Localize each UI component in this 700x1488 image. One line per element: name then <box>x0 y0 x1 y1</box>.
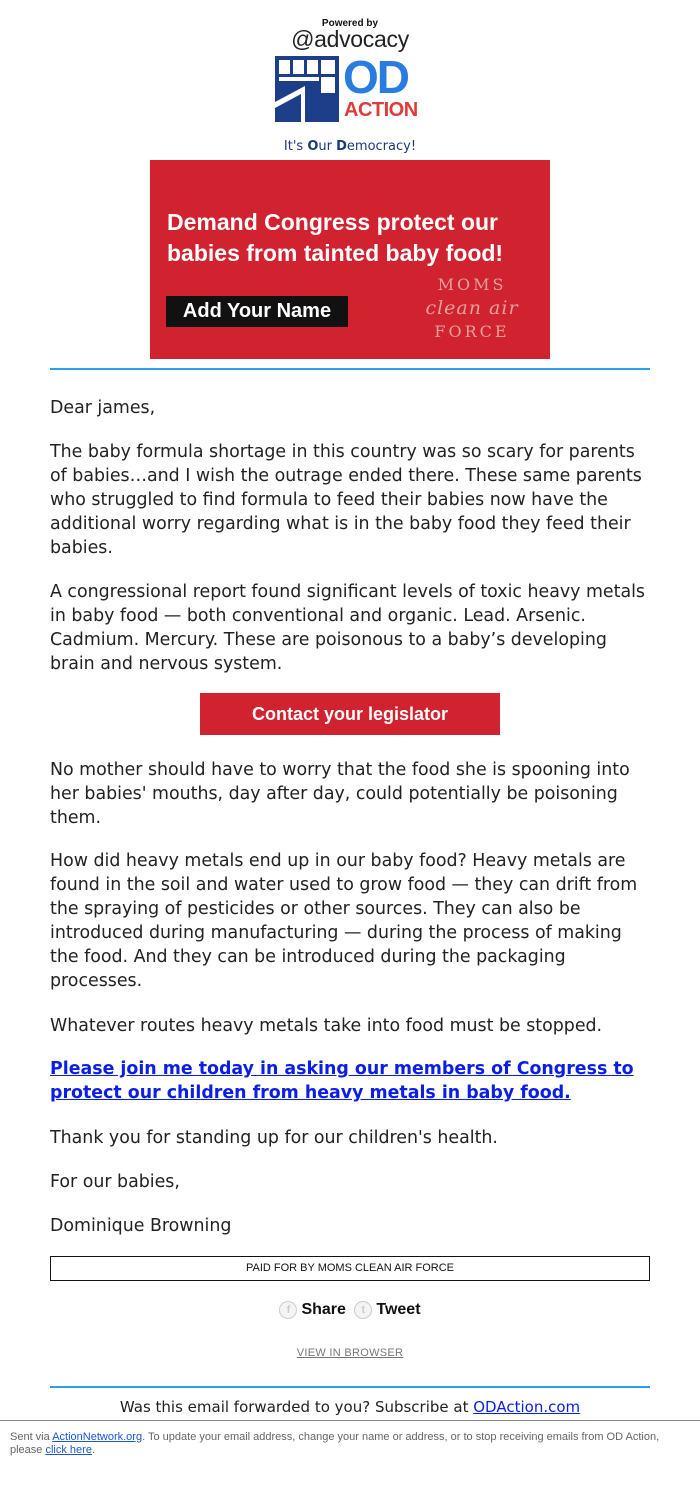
tagline-part: ur <box>318 139 337 154</box>
petition-link[interactable]: Please join me today in asking our members of Congress to protect our children from heavy metals in baby food. <box>50 1059 634 1103</box>
odaction-link[interactable]: ODAction.com <box>473 1398 581 1416</box>
forwarded-notice <box>0 1398 700 1416</box>
paid-for-disclaimer: PAID FOR BY MOMS CLEAN AIR FORCE <box>50 1256 650 1281</box>
logo-od-text: OD <box>343 51 408 103</box>
advocacy-logo-text: @advocacy <box>291 26 409 52</box>
powered-by-label: Powered by <box>321 18 379 29</box>
tagline-part: It's <box>283 139 308 154</box>
greeting: Dear james, <box>50 398 156 418</box>
email-footer <box>10 1431 690 1457</box>
paragraph-4: How did heavy metals end up in our baby food? Heavy metals are found in the soil and water used to grow food — they can drift from the spraying of pesticides or other sources. They can also be introduced during manufacturing — during the process of making the food. And they can be introduced during the packaging processes. <box>50 851 638 991</box>
banner-headline <box>167 207 542 269</box>
paragraph-5: Whatever routes heavy metals take into food must be stopped. <box>50 1016 603 1036</box>
petition-banner[interactable] <box>150 160 550 359</box>
brand-line: clean air <box>425 297 519 319</box>
footer-text: Sent via <box>10 1431 53 1443</box>
unsubscribe-link[interactable]: click here <box>45 1444 92 1456</box>
actionnetwork-link[interactable]: ActionNetwork.org <box>52 1431 143 1443</box>
fist-icon <box>275 56 339 122</box>
footer-text: . <box>91 1444 96 1456</box>
logo-action-text: ACTION <box>344 99 418 121</box>
tweet-label: Tweet <box>376 1301 421 1318</box>
view-in-browser-link[interactable]: VIEW IN BROWSER <box>296 1347 404 1359</box>
divider <box>50 1386 650 1388</box>
moms-clean-air-force-logo <box>422 274 522 344</box>
paragraph-3: No mother should have to worry that the food she is spooning into her babies' mouths, day after day, could potentially be poisoning them. <box>50 760 630 828</box>
footer-divider <box>0 1420 700 1421</box>
sign-off: For our babies, <box>50 1172 180 1192</box>
facebook-share-button[interactable] <box>279 1301 345 1319</box>
twitter-icon: t <box>354 1301 372 1319</box>
brand-line: MOMS <box>437 275 507 294</box>
add-your-name-button[interactable]: Add Your Name <box>166 296 348 327</box>
od-action-logo[interactable] <box>275 51 430 122</box>
email-header <box>0 0 700 160</box>
facebook-icon: f <box>279 1301 297 1319</box>
tagline-part: D <box>336 139 347 154</box>
footer-text: . To update your email address, change your name or address, or to stop receiving emails from OD Action, please <box>10 1431 660 1456</box>
paragraph-2: A congressional report found significant levels of toxic heavy metals in baby food — both conventional and organic. Lead. Arsenic. Cadmium. Mercury. These are poisonous to a baby’s developing brain and nervous system. <box>50 582 645 674</box>
twitter-share-button[interactable] <box>354 1301 420 1319</box>
forwarded-text: Was this email forwarded to you? Subscribe at <box>119 1398 474 1416</box>
tagline-part: emocracy! <box>346 139 417 154</box>
social-share-row <box>0 1300 700 1326</box>
share-label: Share <box>301 1301 346 1318</box>
brand-line: FORCE <box>434 322 510 341</box>
tagline-part: O <box>307 139 319 154</box>
banner-headline-line: Demand Congress protect our <box>167 209 498 235</box>
divider <box>50 368 650 370</box>
tagline <box>0 139 700 154</box>
paragraph-1: The baby formula shortage in this country was so scary for parents of babies…and I wish the outrage ended there. These same parents who struggled to find formula to feed their babies now have the additional worry regarding what is in the baby food they feed their babies. <box>50 442 642 558</box>
banner-headline-line: babies from tainted baby food! <box>167 240 504 266</box>
paragraph-6: Thank you for standing up for our children's health. <box>50 1128 498 1148</box>
contact-legislator-button[interactable]: Contact your legislator <box>200 693 500 735</box>
signature: Dominique Browning <box>50 1216 232 1236</box>
